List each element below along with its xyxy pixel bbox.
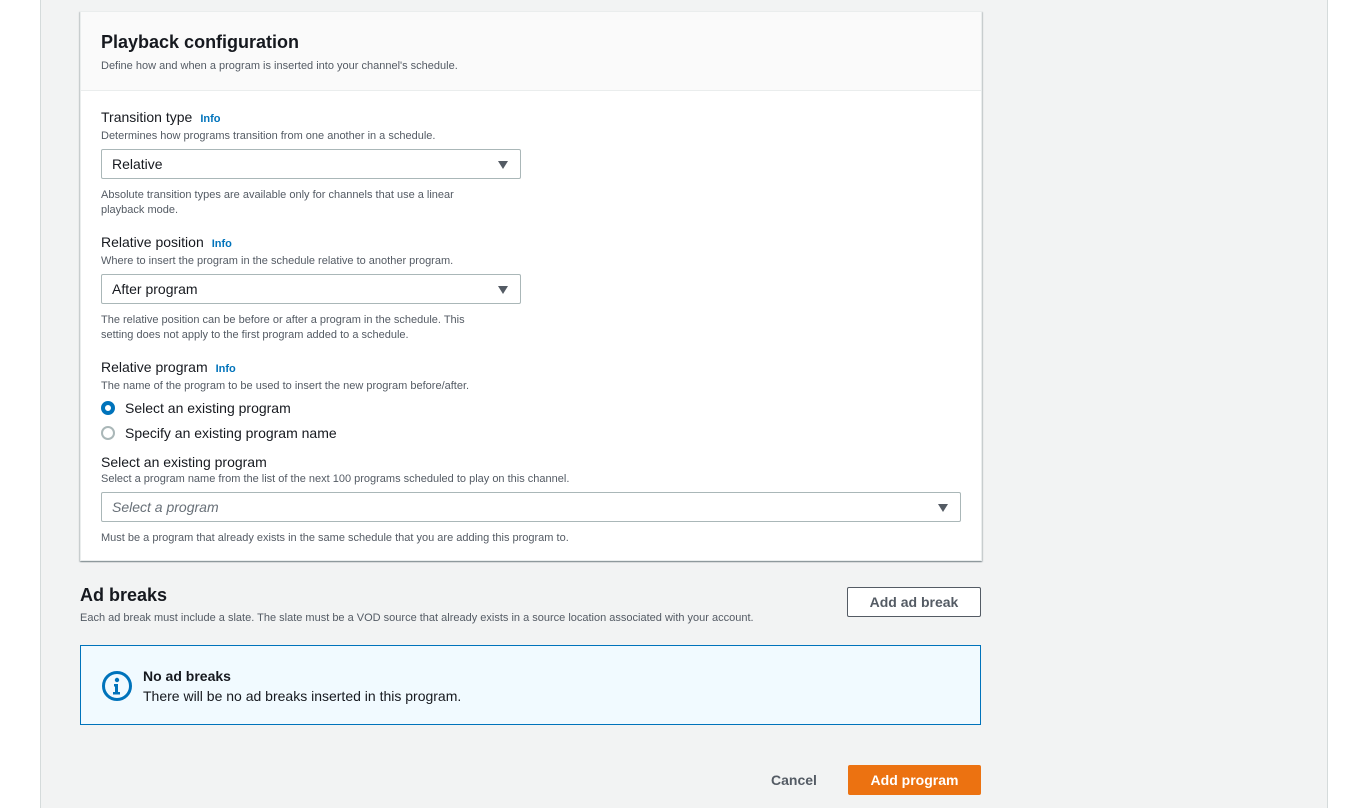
alert-text: There will be no ad breaks inserted in this program. <box>143 688 462 704</box>
existing-program-description: Select a program name from the list of the next 100 programs scheduled to play on this channel. <box>101 473 570 485</box>
relative-position-field <box>101 233 521 343</box>
relative-position-label: Relative position <box>101 234 204 250</box>
ad-breaks-description: Each ad break must include a slate. The slate must be a VOD source that already exists in a source location associated with your account. <box>80 612 754 624</box>
alert-title: No ad breaks <box>143 668 231 684</box>
caret-down-icon <box>498 161 508 169</box>
transition-type-selected-value: Relative <box>112 156 163 172</box>
relative-program-radio-group <box>101 398 961 443</box>
relative-program-description: The name of the program to be used to insert the new program before/after. <box>101 380 470 392</box>
relative-position-info-link[interactable]: Info <box>211 238 232 250</box>
no-ad-breaks-alert <box>80 645 981 725</box>
caret-down-icon <box>938 504 948 512</box>
radio-specify-program-name[interactable] <box>101 423 961 443</box>
radio-checked-icon[interactable] <box>101 401 115 415</box>
relative-program-label: Relative program <box>101 359 208 375</box>
transition-type-description: Determines how programs transition from one another in a schedule. <box>101 130 436 142</box>
transition-type-select[interactable] <box>101 149 521 179</box>
ad-breaks-title: Ad breaks <box>80 585 168 605</box>
caret-down-icon <box>498 286 508 294</box>
container-title: Playback configuration <box>101 32 300 52</box>
radio-unchecked-icon[interactable] <box>101 426 115 440</box>
existing-program-label: Select an existing program <box>101 454 267 470</box>
container-description: Define how and when a program is inserted into your channel's schedule. <box>101 60 458 72</box>
transition-type-info-link[interactable]: Info <box>200 113 221 125</box>
existing-program-placeholder: Select a program <box>112 499 219 515</box>
transition-type-field <box>101 108 521 218</box>
relative-position-constraint: The relative position can be before or after a program in the schedule. This setting does not apply to the first program added to a schedule. <box>101 314 465 341</box>
playback-configuration-container <box>80 11 982 561</box>
transition-type-constraint: Absolute transition types are available only for channels that use a linear playback mode. <box>101 189 454 216</box>
radio-label: Select an existing program <box>125 400 291 416</box>
radio-select-existing-program[interactable] <box>101 398 961 418</box>
radio-label: Specify an existing program name <box>125 425 337 441</box>
info-circle-icon <box>101 670 133 702</box>
cancel-button[interactable]: Cancel <box>771 772 817 788</box>
relative-position-selected-value: After program <box>112 281 198 297</box>
existing-program-select[interactable] <box>101 492 961 522</box>
existing-program-constraint: Must be a program that already exists in the same schedule that you are adding this program to. <box>101 532 569 544</box>
relative-position-select[interactable] <box>101 274 521 304</box>
existing-program-field <box>101 453 961 546</box>
relative-program-info-link[interactable]: Info <box>215 363 236 375</box>
container-header <box>81 12 981 91</box>
relative-program-field <box>101 358 961 443</box>
add-ad-break-button[interactable]: Add ad break <box>847 587 981 617</box>
transition-type-label: Transition type <box>101 109 193 125</box>
relative-position-description: Where to insert the program in the schedule relative to another program. <box>101 255 454 267</box>
main-content-area <box>40 0 1328 808</box>
add-program-button[interactable]: Add program <box>848 765 981 795</box>
